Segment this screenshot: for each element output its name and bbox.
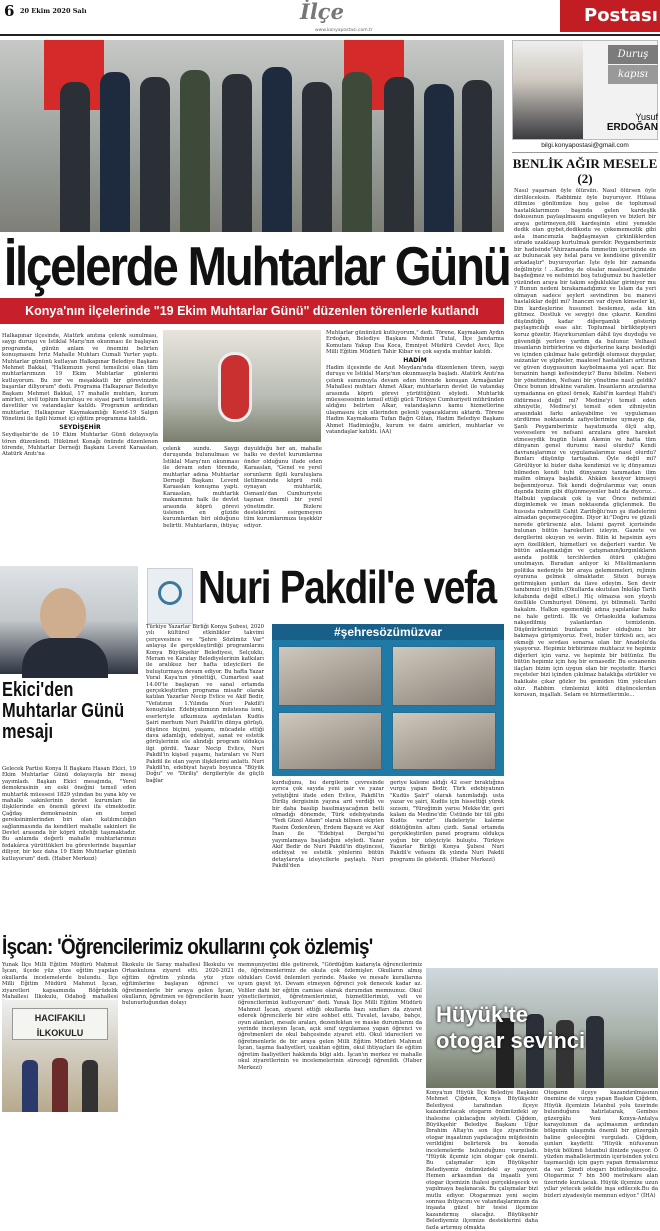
- video-conference-image: [272, 624, 504, 776]
- article-text: Seydişehir'de de 19 Ekim Muhtarlar Günü dolayısıyla tören düzenlendi. Hükümet Konağı önünde düzenlenen törende, Muhtarlar Derneği Başkanı Levent Karaaslan, Atatürk Anıtı'na: [2, 432, 158, 458]
- issue-date: 20 Ekim 2020 Salı: [20, 7, 87, 15]
- author-email: bilgi.konyapostasi@gmail.com: [512, 142, 658, 153]
- muhtar-column-1: [2, 330, 158, 508]
- iscan-headline: İşcan: 'Öğrencilerimiz okullarını çok özlemiş': [2, 934, 373, 959]
- site-url: www.konyapostasi.com.tr: [315, 28, 373, 33]
- huyuk-column-2: Otogarın ilçeye kazandırılmasının önemine de vurgu yapan Başkan Çiğdem, Hüyük ilçemizin İstanbul yolu üzerinde bulunduğunu hatırlatarak, Gembos güzergâhı Yeni Konya-Antalya karayolunun da açılmasının ardından bölgenin ulaşımda önemli bir güzergâh haline geleceğini vurguladı. Çiğdem, şunları kaydetti: "Hüyük nüfusunun büyük bölümü İstanbul ilinizde yaşıyor. Ö yüzden mahallelerimizin içerisinden yolcu taşımacılığı için gayrı yapan firmalarımız da var. Şimdi otogarı bütünleştireceğiz. Otogarımız 7 bin 500 metrekare alan üzerinde kurulacak. Hüyük ilçemize uzun yıllar yetecek şekilde inşa edilecek.Bu da bizleri ziyadesiyle memnun ediyor." (İHA): [544, 1090, 658, 1199]
- huyuk-headline-line2: otogar sevinci: [436, 1028, 586, 1053]
- ekici-body: Gelecek Partisi Konya İl Başkanı Hasan Ekici, 19 Ekim Muhtarlar Günü dolayısıyla bir mesaj yayımladı. Başkan Ekici mesajında, "Yerel demokrasinin en eski öneğini temsil eden muhtarlık müessesi 1829 yılından bu yana köy ve mahalle sakinlerinin devlet kurumları ile ilişkilerinde en önemli görevi ifa etmektedir. Çağdaş demokrasinin en temel gereksinimlerinden biri olan katılımcılığın sağlanmasında da kendileri mahalle sakinleri ile Devlet arasında bir köprü niteliği taşımaktadır. Bu anlamda değerli mahalle muhtarlarımızı fedakârca yürüttükleri bu görevlerinde başarılar diliyor, bir kez daha 19 Ekim Muhtarlar gününü kutluyorum" dedi. (Haber Merkezi): [2, 766, 136, 862]
- nuri-column-3: geriye kaleme aldığı 42 eser bıraktığına vurgu yapan Bedir, Türk edebiyatının "Kudüs Şairi" olarak tanımladığı usta yazar ve şairi, Kudüs için hissettiği yürek sızısını, "Yüreğimin yarısı Mekke'dir, geri kalanı da Medine'dir. Üstünde bir tül gibi Kudüs vardır" ifadeleriyle kaleme döktüğünün altını çizdi. Sanal ortamda gerçekleştirilen panel programı oldukça yoğun bir izleyiciyle buluştu. Türkiye Yazarlar Birliği Konya Şubesi Nuri Pakdil'e vefasını ilk yılında Nuri Pakdil programı ile gösterdi. (Haber Merkezi): [390, 780, 504, 863]
- iscan-column-1: Yunak İlçe Milli Eğitim Müdürü Mahmut İşcan, ilçede yüz yüze eğitim yapılan okullarda incelemelerde bulundu. İlçe Milli Eğitim Müdürü Mahmut İşcan, ziyaretleri kapsamında Böğrüdelik Mahallesi İlkokulu, Odaboğ mahallesi: [2, 962, 118, 1001]
- muhtar-column-4: [326, 330, 504, 560]
- article-text: Hadim ilçesinde de Anıt Meydanı'nda düzenlenen tören, saygı duruşu ve İstiklal Marşı'nın okunmasıyla başladı. Atatürk Anıtı'na çelenk sunumuyla devam eden törende konuşan Armağanlar Mahallesi muhtarı Ahmet Alkar, muhtarların devlet ile vatandaş arasında köprü görevi yürüttüğünü söyledi. Muhtarlık müessesesinin temsil ettiği gücü Türkiye Cumhuriyeti mühründen aldığını belirten Alkar, vatandaşların kamu hizmetlerine ulaşmasını için ellerinden gelenli yapacaklarını aktardı. Törene Hadim Kaymakamı Tufan Bağrı Gülan, Hadim Belediye Başkanı Ahmet Hadimioğlu, kurum ve daire amirleri, muhtarlar ve vatandaşlar katıldı. (AA): [326, 365, 504, 436]
- huyuk-headline-line1: Hüyük'te: [436, 1002, 529, 1027]
- writers-union-logo: [147, 568, 193, 624]
- section-title: İlçe: [300, 0, 344, 24]
- school-photo: [2, 1000, 118, 1112]
- ekici-photo: [0, 566, 138, 674]
- video-hashtag: #şehresözümüzvar: [272, 624, 504, 640]
- article-text: Muhtarlar gününüzü kutluyorum," dedi. Törene, Kaymakam Aydın Erdoğan, Belediye Başkanı Mehmet Tutal, İlçe Jandarma Komutanı Yakup Esa Koca, Emniyet Müdürü Cevdet Avcı, İlçe Milli Eğitim Müdürü Tahir Kibar ve çok sayıda muhtar katıldı.: [326, 330, 504, 356]
- nuri-column-2: kurduğunu, bu dergilerin çevresinde ayrıca çok sayıda yeni şair ve yazar yetiştiğini ifade eden Evlice, Pakdil'in Diriliş dergisinin yayına ard verdiği ve bir daha basılıp basılmayacağının belli olmadığı dönemde, Türk edebiyatında "Yedi Güzel Adam" olarak bilinen ekipten Rasim Özdenören, Erdem Bayazıt ve Akif İnan ile "Edebiyat Dergisi"ni yayımlamaya başladığını söyledi. Yazar Akif Bedir de Nuri Pakdil'in düşüncesi, edebiyat ve estetik yönlerini bütün detaylarıyla izleyicilerle paylaştı. Nuri Pakdil'den: [272, 780, 384, 870]
- iscan-column-2: İlkokulu ile Saray mahallesi İlkokulu ve Ortaokuluna ziyaret etti. 2020-2021 eğitim öğretim yılında yüz yüze eğitimlerine başlayan öğrenci ve öğretmenlerle bir araya gelen İşcan, okulların, öğretmen ve öğrencilerin hazır bulunurluğundan dolayı: [122, 962, 234, 1007]
- muhtar-column-2: çelenk sundu. Saygı duruşunda bulunulması ve İstiklal Marşı'nın okunması ile devam eden törende, muhtarlar adına Muhtarlar Derneği Başkanı Levent Karaaslan konuşma yaptı. Karaaslan, muhtarlık makamının halk ile devlet arasında köprü görevi üslenen en güzide kurumlardan biri olduğunu belirtti. Muhtarların, ihtiyaç: [163, 446, 239, 529]
- column-body: Nasıl yaşarsan öyle ölürsün. Nasıl ölürsen öyle dirilileceksin. Rabbimiz öyle buyuruyor. Hülasa dilimize gönlümüze hoş gelse de toplumsal hastalıklarımızın başında gelen kardeşlik dokusunun paylaşılmasını engelleyen ve bizleri bir araya getirmeyen,ölü kardeşinin etini yemekle dedik olan gıybet,dedikodu ve çekememezlik gibi asla inancımızla bağdaşmayan çirkinliklerden sürade uzaklaşıp kurtulmak gerekir. Peygamberimiz bir hadisinde"Ahirzamanda ümmetim içerisinde en az bulunacak şey helal para ve kendisine güvenilir arkadaştır" buyuruyorlar. İşte öyle bir zamanda değiliniyiz ! ...Kardeş de olsalar maalesef,içimizde başdeğmez ve nefsimizi boş tutuğumuz bu hasletler yüzünden araya bir takım soğukluklar giriniyor mu ? Bunun nedeni bırakamadığımız ve İslam da yeri olmayan sadece şeyleri sevindiren bu manevi hastalıklar değil mi? İnancım var diyen kimseler ki, Din kardeşlerine husumet beslemez, asla kin gütmez. Dostluk ve sevgiyi öne çıkarır. Kendini düşündüğü kadar diğergamlık gösterip paylaşmcılığı esas alır. Toplumsal birliktepiyeri koruz gözetir. Hayırkurumları dâhil üye duyduğu ve güvendiği yerlere yardım da bulunur. Velhasıl insanların birbirlerine ve diğerlerine karşı beslediği ve içinden çıkılmaz hale getirdiği olumsuz duygular, suizanlar ve şüpheler, maalesef hastalıkları arttıran ve güven duygusunun kaybolmasına yol açar. Biz terazinin hangi kefesindeyiz? Bunu bilelim. Nebevi bir yönetimden, Nefsani bir yönetime nasıl geldik? Önce bunun idrakine varalım. İnsanların arzularına uymadanna en güzel örnek, Kabil'in kardeşi Habil'i öldürmesi değil mi? Medine'yi temsil eden zihniyetle, Medine'yi temsil eden zihniyetin arasındaki farkı anlayabilme ve uygulaması sürdürme noktasında zafiyetlerimize uymayıp da, Şanlı Peygamberimiz hayatımızda ölçü alıp, vesveselere ve nefsani arzulara göre hareket etmeseydik bugün İslam Alemin ve hatta tüm dünyanın genel durumu nasıl olurdu? Kendi davranışlarımız ve uygulamalarımız nasıl olurdu? Bunları düşünüp tartışalım. Öyle değil mi? Görülüyor ki bizler daha kendimizi ve iç dünyamızı bilmeden kendi tuhi dünyamızı tanımadan ilim malim olmaya başladık. Ahkâm kesiyor kimseyi beğenmiyoruz. Tek kendi doğrularımız var, onun dışında bizim gibi düşünmeyenler batıl da diyoruz... Halbuki yapılacak çok iş var. Önce nefsimizi dizginlemek ve iman noktasında güçlenmek. Bu hususta rahmetli Cahit Zarifoğlu'nun şu ifadelerini almadan geçemeyeceğim. Diyor ki:"Doğru ve güzeli nerede görürseniz alın. İslami gayret içerisinde bulunan bütün hareketleri izleyin. Gazete ve dergilerini okuyun ve sevin. Bilin ki hepsinin ayrı ayrı özellikleri, hizmetleri ve değerleri vardır. Ve bütün anlaşmazlığın ve çatışmanın/kırgınlıkların asında politik tercihlerden ötürü çıktığını unutmayın. Buradan anlıyor ki Müslümanların politika nedeniyle bir araya gelememeleri, rejimin oyununa gelmek olmaktadır. Sitezi buraya getirmişken şunları da ilave edeyim. Sen devir tanıbımızi iyi bilin.(Okullarda okutulan İnkılâp Tarih kitabında değil elbet.) Hiç olmazsa son yüzyılı özellikle Cumhuriyet Dönemi, iyi bilinmeli. Tarihi bakalım. Halkın egemenliği adına yapılanlar halkı ne hale getirdi. İlk ve Ortaokulda kafamıza nakşedilmiş yalanlardan temizlenin. Düşünürlerimizi bunların neler olduğunu bir bakmaya girişmiyoruz. Evet, bizler türkisü acı, acı ekmeği ve sevdası sonarsa olan bir Anadolu'da yaşıyoruz. Hepimiz birbirimize muhtacız ve hepimiz diğerleri için varız. ve hepimiz bir bütünüz. Bu bütün hepimiz için hoş bir ecnasedir. Bu ecnanenin ilaçları bizim için uygun olan bir reçetedir. Harici reçeteler bizi içinden çıkılmaz bataklığa sürükler ve hakikate çıkar gözler bu gemiden tüm yolcuları olur. Rabbim cümlemizi kötü düşüncelerden korusun, inşallah. Selam ve hürmetlerimle...: [514, 188, 656, 699]
- column-tag-line2: kapısı: [608, 65, 658, 84]
- page-number: 6: [4, 2, 15, 20]
- column-tag-line1: Duruş: [608, 45, 658, 64]
- column-title: BENLİK AĞIR MESELE (2): [512, 156, 658, 186]
- ceremony-photo: [0, 40, 504, 232]
- author-first-name: Yusuf: [635, 112, 658, 122]
- wreath-photo: [163, 330, 321, 442]
- school-sign: HACIFAKILI İLKOKULU: [12, 1008, 108, 1040]
- muhtar-column-3: duyulduğu her an, mahalle halkı ve devlet kurumlarına önder olduğunu ifade eden Karaaslan, "Genel ve yerel sorunların ilgili kuruluşlara iletilmesinde köprü rolü oynayan muhtarlık, Osmanlı'dan Cumhuriyete taşınan önemli bir yerel yönetimdir. Bizlere desteklerini esirgemeyen tüm kurumlarımıza teşekkür ediyor.: [244, 446, 322, 529]
- iscan-column-3: memnuniyetini dile getirerek, "Gördüğüm kadarıyla öğrencilerimiz de, öğretmenlerimiz de okula çok özlemişler. Okulların almış oldukları Covid önlemleri yerinde. Maske ve mesafe kurallarına uyum gayet iyi. Devam etmeyen öğrenci yok denecek kadar az. Veliler dahi bir eğitim camiası olarak durumdan memnunuz. Okul yöneticilerimizi, öğretmenlerimizi, hizmetlilerimizi, veli ve öğrencilerimizi kutluyorum" dedi. Yunak İlçe Milli Eğitim Müdürü Mahmut İşcan, ziyaret ettiği okullarda bazı sınıfları da ziyaret ederek öğrencilerle bir süre sohbet etti. Tuvalet, lavabo, bahçe, oyun alanları, mesafe araları, dezenfektan ve maske durumlarını da yerinde inceleyen İşcan, açık sınıf uygulaması yapan öğrenci ve öğretmenleri de okul bahçesinde ziyaret etti. Okul idarecileri ve öğretmenlerle de bir araya gelen Milli Eğitim Müdürü Mahmut İşcan, taşıma faaliyetleri, uzaktan eğitim, okul ihtiyaçları ile eğitim öğretim faaliyetleri hakkında bilgi aldı. İşcan'ın merkez ve mahalle okul ziyaretlerinin ve incelemelerinin süreceği öğrenildi. (Haber Merkezi): [238, 962, 422, 1071]
- article-text: Halkapınar ilçesinde, Atatürk anıtına çelenk sunulması, saygı duruşu ve İstiklal Marşı'nın okunması ile başlayan programda, günün anlam ve önemini belirten konuşmasını İvriz Mahalle Muhtarı Cumali Yurter yaptı. Muhtarlar gününü kutlayan Halkapınar Belediye Başkanı Mehmet Bakkal, "Halkımızın yerel temsilcisi olan tüm muhtarlarımızın 19 Ekim Muhtarlar günlerini kutluyorum. Bu zor ve meşakkatli bir görevinizde başarılar diliyorum" dedi. Programa Halkapınar Belediye Başkanı Mehmet Bakkal, 17 mahalle muhtarı, kurum amirleri, sivil toplum kuruluşu ve siyasi parti temsilcileri, davetliler ve vatandaşlar katıldı. Programın ardından muhtarlar, Halkapınar Kaymakamlığı Kovid-19 Salgın Yönetimi ile ilgili hizmet içi eğitim programına katıldı.: [2, 333, 158, 423]
- subhead-seydisehir: SEYDİŞEHİR: [59, 423, 101, 431]
- nuri-column-1: Türkiye Yazarlar Birliği Konya Şubesi, 2020 yılı kültürel etkinlikler takvimi çerçevesince ve "Şehre Sözümüz Var" anlayışı ile gerçekleştirdiği programlarını Konya Büyükşehir Belediyesi, Selçuklu, Meram ve Karatay Belediyelerinin katkıları ile aralıksız her hafta izleyicileri ile buluşturmaya devam ediyor. Bu hafta Yazar Vural Kaya'nın yönettiği, Cumartesi saat 14.00'te başlayan ve sanal ortamda gerçekleştirilen programa misafir olarak katılan Yazarlar Necip Evlice ve Akif Bedir, "Vefatının 1.Yılında Nuri Pakdil'i konuştular. Edebiyatımızın müstesna ismi, eserleriyle ufkumuza aydınlatan Kudüs Şairi merhum Nuri Pakdil'in dünya görüşü, düşünce biçimi, yaşamı, mücadele ettiği dava adamlığı, edebiyat, sanat ve estetik görüşlerinin ele alındığı program oldukça ilgi gördü. Yazar Necip Evlice, Nuri Pakdil'in kişisel yaşamı, hatıraları ve Nuri Pakdil ile olan yayın ilişkilerini anlattı. Nuri Pakdil'in, edebiyat hayatı boyunca "Büyük Doğu" ve "Diriliş" dergileriyle de güçlü bağlar: [146, 624, 264, 784]
- nuri-headline: Nuri Pakdil'e vefa: [198, 561, 496, 613]
- subhead-hadim: HADİM: [403, 356, 427, 364]
- main-subheadline: Konya'nın ilçelerinde "19 Ekim Muhtarlar Günü" düzenlen törenlerle kutlandı: [0, 298, 504, 324]
- author-last-name: ERDOĞAN: [606, 122, 658, 133]
- huyuk-column-1: Konya'nın Hüyük İlçe Belediye Başkanı Mehmet Çiğdem, Konya Büyükşehir Belediyesi tarafından ilçeye kazandırılacak otogarın önümüzdeki ay ihalesine çıkılacağını söyledi. Çiğdem, Büyükşehir Belediye Başkanı Uğur İbrahim Altay'ın son ilçe ziyaretinde otogar inşaatının yapılacağını müjdesinin verildiğini belirterek bu konuda incelemelerde bulunduğunu vurguladı. "Hüyük ilçemiz için otogar çok önemli. Bu çalışmalar için Büyükşehir Belediyemiz önümüzdeki ay yapıyor. Hemen arkasından da inşaatlı yeni otogar ilçemizin ihalesi gerçekleşecek ve yapılmaya başlanacak. Bu çalışmalar bizi mutlu ediyor. Otogarımızı yeni seçim sonrası ihtiyacını ve vatandaşlarımızın da inşaata güzel bir tesisi ilçemize kazandırmış olacağız. Büyükşehir Belediyemiz ilçemize desteklerini daha fazla artırmış olmakta: [426, 1090, 538, 1231]
- main-headline: İlçelerde Muhtarlar Günü: [4, 235, 510, 297]
- muhtar-continued: [2, 510, 322, 560]
- ekici-headline: Ekici'den Muhtarlar Günü mesajı: [2, 679, 125, 743]
- header-rule: [0, 34, 660, 36]
- newspaper-logo: Postası: [560, 0, 660, 32]
